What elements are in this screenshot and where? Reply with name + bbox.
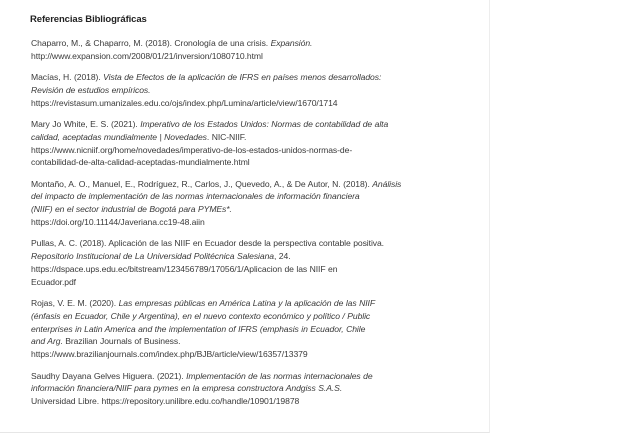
reference-title-continued: Revisión de estudios empíricos. xyxy=(31,84,151,95)
reference-title: Análisis xyxy=(372,178,402,189)
reference-title-continued: calidad, aceptadas mundialmente | Novedades xyxy=(31,131,207,142)
reference-text: Rojas, V. E. M. (2020). xyxy=(31,298,119,309)
reference-line xyxy=(31,37,481,50)
reference-line xyxy=(31,297,481,310)
reference-text: Chaparro, M., & Chaparro, M. (2018). Cronología de una crisis. xyxy=(31,38,271,48)
reference-text: Mary Jo White, E. S. (2021). xyxy=(31,118,141,129)
reference-url: http://www.expansion.com/2008/01/21/inversion/1080710.html xyxy=(31,50,263,61)
reference-white xyxy=(31,118,481,169)
reference-gelves xyxy=(31,370,481,408)
reference-title: Vista de Efectos de la aplicación de IFRS en países menos desarrollados: xyxy=(103,72,382,83)
references-list xyxy=(31,37,481,416)
reference-line xyxy=(31,178,481,191)
reference-chaparro xyxy=(31,37,481,63)
references-heading: Referencias Bibliográficas xyxy=(30,14,147,25)
reference-text: Macías, H. (2018). xyxy=(31,72,104,83)
reference-url: https://revistasum.umanizales.edu.co/ojs/index.php/Lumina/article/view/1670/1714 xyxy=(31,97,338,108)
reference-line xyxy=(31,250,481,263)
reference-title: Imperativo de los Estados Unidos: Normas de contabilidad de alta xyxy=(140,118,389,129)
reference-url: https://www.brazilianjournals.com/index.php/BJB/article/view/16357/13379 xyxy=(31,349,308,360)
reference-text: Montaño, A. O., Manuel, E., Rodríguez, R., Carlos, J., Quevedo, A., & De Autor, N. (2018). xyxy=(31,178,373,189)
reference-line xyxy=(31,335,481,348)
reference-title-continued: and Arg xyxy=(31,336,61,347)
reference-text: Pullas, A. C. (2018). Aplicación de las NIIF en Ecuador desde la perspectiva contable positiva. xyxy=(31,238,384,249)
reference-url: Universidad Libre. https://repository.unilibre.edu.co/handle/10901/19878 xyxy=(31,396,300,407)
reference-montano xyxy=(31,178,481,229)
reference-pages: , 24. xyxy=(273,251,291,262)
reference-title-continued: información financiera/NIIF para pymes en la empresa constructora Andgiss S.A.S. xyxy=(31,383,343,394)
reference-line xyxy=(31,118,481,131)
reference-title-continued: enterprises in Latin America and the implementation of IFRS (emphasis in Ecuador, Chile xyxy=(31,323,366,334)
reference-url-continued: contabilidad-de-alta-calidad-aceptadas-mundialmente.html xyxy=(31,157,250,168)
reference-title: Implementación de las normas internacionales de xyxy=(186,370,373,381)
reference-pullas xyxy=(31,237,481,288)
reference-line xyxy=(31,71,481,84)
reference-line xyxy=(31,370,481,383)
reference-title-continued: (énfasis en Ecuador, Chile y Argentina), en el nuevo contexto económico y político / Public xyxy=(31,310,371,321)
reference-title-continued: del impacto de implementación de las normas internacionales de información financiera xyxy=(31,191,360,202)
reference-macias xyxy=(31,71,481,109)
reference-source: Expansión. xyxy=(270,38,313,48)
reference-url: https://dspace.ups.edu.ec/bitstream/123456789/17056/1/Aplicacion de las NIIF en xyxy=(31,263,338,274)
reference-line xyxy=(31,131,481,144)
reference-title-continued: (NIIF) en el sector industrial de Bogotá para PYMEs*. xyxy=(31,204,232,215)
reference-source: Repositorio Institucional de La Universidad Politécnica Salesiana xyxy=(31,251,274,262)
reference-rojas xyxy=(31,297,481,361)
reference-publisher: . NIC-NIIF. xyxy=(206,131,247,142)
reference-source: . Brazilian Journals of Business. xyxy=(60,336,181,347)
reference-text: Saudhy Dayana Gelves Higuera. (2021). xyxy=(31,370,187,381)
reference-title: Las empresas públicas en América Latina y la aplicación de las NIIF xyxy=(118,298,375,309)
reference-url-continued: Ecuador.pdf xyxy=(31,276,76,287)
reference-url: https://doi.org/10.11144/Javeriana.cc19-48.aiin xyxy=(31,217,205,228)
reference-url: https://www.nicniif.org/home/novedades/imperativo-de-los-estados-unidos-normas-de- xyxy=(31,144,353,155)
